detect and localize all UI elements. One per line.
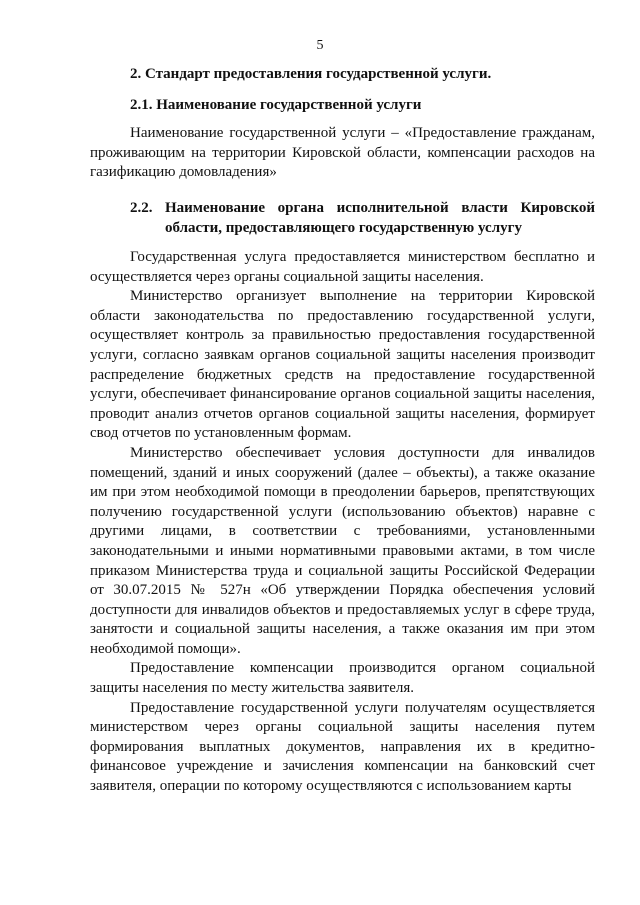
service-name-paragraph: Наименование государственной услуги – «Предоставление гражданам, проживающим на территории Кировской области, компенсации расходов на газификацию домовладения» xyxy=(90,125,595,181)
subsection-2-2-body xyxy=(90,248,595,797)
paragraph: Министерство обеспечивает условия доступности для инвалидов помещений, зданий и иных сооружений (далее – объекты), а также оказание им при этом необходимой помощи в преодолении барьеров, препятствующих получению государственной услуги (использованию объектов) наравне с другими лицами, в соответствии с требованиями, установленными законодательными и иными нормативными правовыми актами, в том числе приказом Министерства труда и социальной защиты Российской Федерации от 30.07.2015 № 527н «Об утверждении Порядка обеспечения условий доступности для инвалидов объектов и предоставляемых услуг в сфере труда, занятости и социальной защиты населения, а также оказания им при этом необходимой помощи». xyxy=(90,444,595,657)
paragraph: Министерство организует выполнение на территории Кировской области законодательства по предоставлению государственной услуги, осуществляет контроль за правильностью предоставления государственной услуги, согласно заявкам органов социальной защиты населения производит распределение бюджетных средств на предоставление государственной услуги, обеспечивает финансирование органов социальной защиты населения, проводит анализ отчетов органов социальной защиты населения, формирует свод отчетов по установленным формам. xyxy=(90,288,595,442)
subsection-2-2-heading xyxy=(130,198,595,238)
subsection-2-2-number: 2.2. xyxy=(130,200,153,216)
page-number: 5 xyxy=(316,38,324,53)
paragraph: Предоставление компенсации производится органом социальной защиты населения по месту жительства заявителя. xyxy=(90,660,595,697)
subsection-2-1-heading: 2.1. Наименование государственной услуги xyxy=(130,97,422,113)
subsection-2-1-body xyxy=(90,124,595,183)
section-heading: 2. Стандарт предоставления государственной услуги. xyxy=(130,66,492,82)
paragraph: Предоставление государственной услуги получателям осуществляется министерством через органы социальной защиты населения путем формирования выплатных документов, направления их в кредитно-финансовое учреждение и зачисления компенсации на банковский счет заявителя, операции по которому осуществляются с использованием карты xyxy=(90,699,595,795)
subsection-2-2-title: Наименование органа исполнительной власти Кировской области, предоставляющего государственную услугу xyxy=(165,200,595,236)
paragraph: Государственная услуга предоставляется министерством бесплатно и осуществляется через органы социальной защиты населения. xyxy=(90,249,595,285)
